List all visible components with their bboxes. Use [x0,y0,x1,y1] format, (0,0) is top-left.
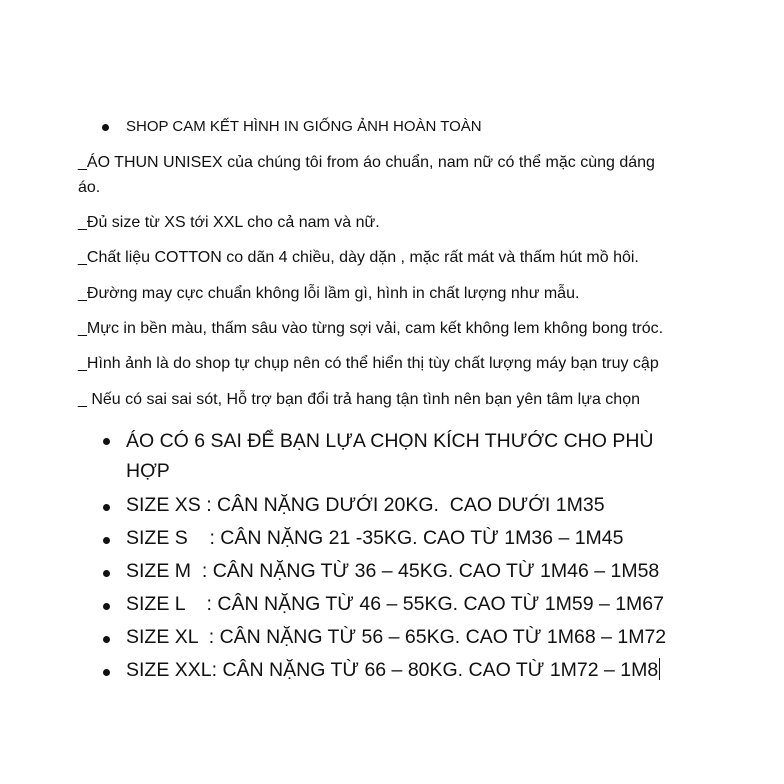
size-label: SIZE S [126,527,188,549]
paragraph-size-range: _Đủ size từ XS tới XXL cho cả nam và nữ. [78,214,380,231]
size-description: CÂN NẶNG TỪ 36 – 45KG. CAO TỪ 1M46 – 1M58 [212,560,660,582]
size-item-text [126,622,666,652]
paragraph-unisex-cont: áo. [78,179,101,196]
size-item-text [126,490,605,520]
size-separator: : [211,659,223,681]
size-description: CÂN NẶNG TỪ 66 – 80KG. CAO TỪ 1M72 – 1M8 [222,659,659,681]
paragraph-stitching: _Đường may cực chuẩn không lỗi lầm gì, hình in chất lượng như mẫu. [78,285,580,302]
size-item-text [126,523,623,553]
size-description: CÂN NẶNG TỪ 46 – 55KG. CAO TỪ 1M59 – 1M67 [217,593,664,615]
size-label: SIZE XL [126,626,198,648]
size-heading-line1: ÁO CÓ 6 SAI ĐỂ BẠN LỰA CHỌN KÍCH THƯỚC CHO PHÙ [126,430,654,452]
size-separator: : [191,560,213,582]
paragraph-unisex: _ÁO THUN UNISEX của chúng tôi from áo chuẩn, nam nữ có thể mặc cùng dáng [78,154,655,171]
bullet-icon [103,504,110,511]
paragraph-photo: _Hình ảnh là do shop tự chụp nên có thể hiển thị tùy chất lượng máy bạn truy cập [78,355,659,372]
paragraph-support: _ Nếu có sai sai sót, Hỗ trợ bạn đổi trả hang tận tình nên bạn yên tâm lựa chọn [78,391,640,408]
bullet-icon [103,537,110,544]
size-description: CÂN NẶNG DƯỚI 20KG. CAO DƯỚI 1M35 [217,494,605,516]
size-description: CÂN NẶNG TỪ 56 – 65KG. CAO TỪ 1M68 – 1M72 [219,626,667,648]
intro-bullet-text: SHOP CAM KẾT HÌNH IN GIỐNG ẢNH HOÀN TOÀN [126,118,482,135]
size-item-text [126,556,659,586]
size-label: SIZE L [126,593,185,615]
size-label: SIZE M [126,560,192,582]
bullet-icon [103,603,110,610]
text-cursor-icon [659,658,660,680]
bullet-icon [103,570,110,577]
bullet-icon [103,438,110,445]
size-item-text [126,589,664,619]
paragraph-ink: _Mực in bền màu, thấm sâu vào từng sợi vải, cam kết không lem không bong tróc. [78,320,664,337]
bullet-icon [102,124,109,131]
size-item-text [126,655,660,685]
size-separator: : [187,527,221,549]
size-separator: : [200,494,218,516]
size-separator: : [197,626,220,648]
size-label: SIZE XS [126,494,201,516]
size-separator: : [184,593,218,615]
size-heading-line2: HỢP [126,460,170,482]
bullet-icon [103,636,110,643]
size-description: CÂN NẶNG 21 -35KG. CAO TỪ 1M36 – 1M45 [220,527,624,549]
size-label: SIZE XXL [126,659,212,681]
paragraph-material: _Chất liệu COTTON co dãn 4 chiều, dày dặn , mặc rất mát và thấm hút mồ hôi. [78,249,639,266]
bullet-icon [103,669,110,676]
